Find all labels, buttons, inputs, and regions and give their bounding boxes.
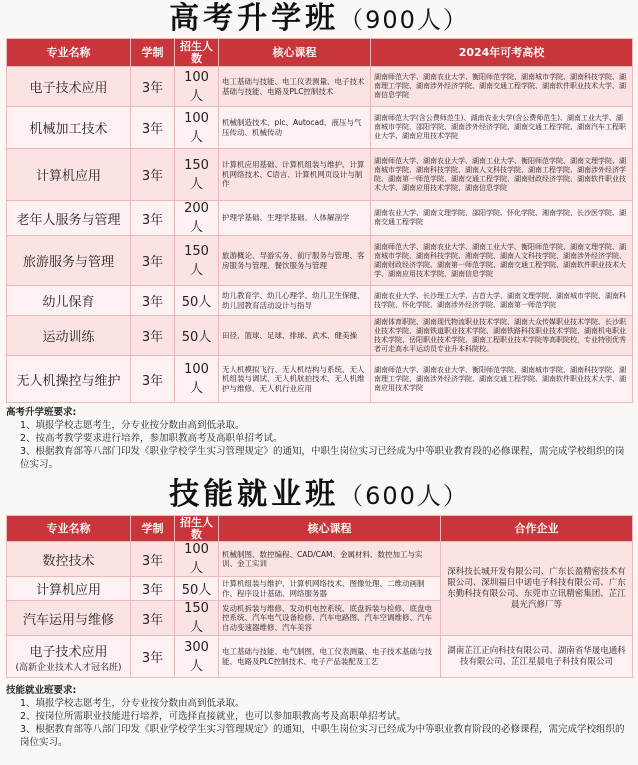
core-courses: 幼儿教育学、幼儿心理学、幼儿卫生保健、幼儿园教育活动设计与指导 (219, 286, 371, 316)
years: 3年 (131, 356, 175, 403)
years: 3年 (131, 67, 175, 107)
table-row (7, 236, 633, 286)
requirement-item: 1、填报学校志愿考生，分专业按分数由高到低录取。 (20, 698, 245, 709)
header-enroll: 招生人数 (175, 516, 219, 542)
header-schools: 2024年可考高校 (371, 39, 633, 67)
major-name: 幼儿保育 (7, 286, 131, 316)
major-subtitle: (高新企业技术人才冠名班) (15, 662, 122, 673)
core-courses: 机械制造技术、plc、Autocad、液压与气压传动、机械传动 (219, 107, 371, 149)
table-row (7, 316, 633, 356)
enroll-count: 150人 (175, 236, 219, 286)
enroll-count: 100人 (175, 67, 219, 107)
years: 3年 (131, 577, 175, 601)
enroll-count: 100人 (175, 542, 219, 577)
table-row (7, 107, 633, 149)
major-name: 计算机应用 (7, 577, 131, 601)
table-row (7, 356, 633, 403)
table-row (7, 149, 633, 201)
requirement-item: 3、根据教育部等八部门印发《职业学校学生实习管理规定》的通知，中职生岗位实习已经成为中等职业教育阶段的必修课程，需完成学校组织的岗位实习。 (20, 724, 625, 748)
jiuye-requirements-title: 技能就业班要求: (6, 685, 77, 696)
schools: 湖南师范大学、湖南农业大学、湖南工业大学、衡阳师范学院、湖南文理学院、湖南城市学院、湖南科技学院、湘南学院、湖南人文科技学院、湖南涉外经济学院、湖南财政经济学院、湖南第一师范学院、湖南交通工程学院、湖南软件职业技术大学、湖南应用技术学院、湖南信息学院 (371, 236, 633, 286)
enroll-count: 200人 (175, 201, 219, 236)
years: 3年 (131, 636, 175, 678)
requirement-item: 1、填报学校志愿考生，分专业按分数由高到低录取。 (20, 420, 245, 431)
header-major: 专业名称 (7, 39, 131, 67)
enroll-count: 300人 (175, 636, 219, 678)
gaokao-requirements-title: 高考升学班要求: (6, 407, 77, 418)
major-name: 运动训练 (7, 316, 131, 356)
schools: 湖南农业大学、长沙理工大学、吉首大学、湖南文理学院、湖南城市学院、湖南科技学院、怀化学院、湖南涉外经济学院、湖南第一师范学院 (371, 286, 633, 316)
table-row (7, 636, 633, 678)
schools: 湖南师范大学、湖南农业大学、衡阳师范学院、湖南城市学院、湖南科技学院、湖南理工学院、湖南涉外经济学院、湖南交通工程学院、湖南软件职业技术大学、湖南应用技术学院 (371, 356, 633, 403)
years: 3年 (131, 316, 175, 356)
header-courses: 核心课程 (219, 516, 441, 542)
table-row (7, 542, 633, 577)
core-courses: 计算机组装与维护、计算机网络技术、图像处理、二维动画制作、程序设计基础、网络服务器 (219, 577, 441, 601)
enroll-count: 50人 (175, 577, 219, 601)
header-partners: 合作企业 (441, 516, 633, 542)
core-courses: 护理学基础、生理学基础、人体解剖学 (219, 201, 371, 236)
header-years: 学制 (131, 39, 175, 67)
header-courses: 核心课程 (219, 39, 371, 67)
title-jiuye-text: 技能就业班 (169, 477, 340, 512)
title-jiuye (6, 475, 632, 515)
core-courses: 计算机应用基础、计算机组装与维护、计算机网络技术、C语言、计算机网页设计与制作 (219, 149, 371, 201)
core-courses: 无人机模拟飞行、无人机结构与系统、无人机组装与调试、无人机航拍技术、无人机维护与维修、无人机行业应用 (219, 356, 371, 403)
core-courses: 田径、篮球、足球、排球、武术、健美操 (219, 316, 371, 356)
title-gaokao (6, 0, 632, 38)
table-row (7, 286, 633, 316)
schools: 湖南师范大学、湖南农业大学、湖南工业大学、衡阳师范学院、湖南文理学院、湖南城市学院、湖南科技学院、湖南人文科技学院、湖南工程学院、湖南涉外经济学院、湖南第一师范学院、湖南交通工程学院、湖南财政经济学院、湖南软件职业技术大学、湖南应用技术学院、湖南信息学院 (371, 149, 633, 201)
years: 3年 (131, 286, 175, 316)
requirement-item: 3、根据教育部等八部门印发《职业学校学生实习管理规定》的通知，中职生岗位实习已经成为中等职业教育段的必修课程，需完成学校组织的岗位实习。 (20, 446, 625, 470)
jiuye-table (6, 515, 633, 678)
major-name: 机械加工技术 (7, 107, 131, 149)
schools: 湖南农业大学、湖南文理学院、邵阳学院、怀化学院、湘南学院、长沙医学院、湖南交通工程学院 (371, 201, 633, 236)
table-row (7, 67, 633, 107)
major-name-cell (7, 636, 131, 678)
core-courses: 机械制图、数控编程、CAD/CAM、金属材料、数控加工与实训、金工实训 (219, 542, 441, 577)
schools: 湖南师范大学(含公费师范生)、湖南农业大学(含公费师范生)、湖南工业大学、湖南城市学院、邵阳学院、湖南涉外经济学院、湖南交通工程学院、湖南汽车工程职业大学、湖南应用技术学院 (371, 107, 633, 149)
core-courses: 电工基础与技能、电气制图、电工仪表测量、电子技术基础与技能、电路及PLC控制技术、电子产品装配及工艺 (219, 636, 441, 678)
enroll-count: 150人 (175, 149, 219, 201)
major-name: 计算机应用 (7, 149, 131, 201)
partner-companies: 湖南芷江正向科技有限公司、湖南省华晟电通科技有限公司、芷江星晨电子科技有限公司 (441, 636, 633, 678)
schools: 湖南体育职院、湖南现代物流职业技术学院、湖南大众传媒职业技术学院、长沙职业技术学院、湖南铁道职业技术学院、湖南铁路科技职业技术学院、湖南机电职业技术学院、岳阳职业技术学院、湖南工程职业技术学院等高职院校，专业特别优秀者可走高水平运动员专业升本科院校。 (371, 316, 633, 356)
years: 3年 (131, 601, 175, 636)
years: 3年 (131, 236, 175, 286)
schools: 湖南师范大学、湖南农业大学、衡阳师范学院、湖南城市学院、湖南科技学院、湖南理工学院、湖南涉外经济学院、湖南交通工程学院、湖南软件职业技术大学、湖南信息学院 (371, 67, 633, 107)
partner-companies: 深科技长城开发有限公司、广东长盈精密技术有限公司、深圳福日中诺电子科技有限公司、广东东勤科技有限公司、东莞市立讯精密集团、芷江晨光汽修厂等 (441, 542, 633, 636)
enroll-count: 100人 (175, 356, 219, 403)
gaokao-table (6, 38, 633, 403)
title-jiuye-count: （600人） (339, 482, 469, 510)
gaokao-requirements (6, 406, 632, 471)
title-gaokao-count: （900人） (339, 6, 469, 34)
header-major: 专业名称 (7, 516, 131, 542)
jiuye-header-row (7, 516, 633, 542)
requirement-item: 2、按岗位所需职业技能进行培养，可选择直接就业，也可以参加职教高考及高职单招考试。 (20, 711, 407, 722)
major-name: 旅游服务与管理 (7, 236, 131, 286)
core-courses: 电工基础与技能、电工仪表测量、电子技术基础与技能、电路及PLC控制技术 (219, 67, 371, 107)
years: 3年 (131, 149, 175, 201)
years: 3年 (131, 201, 175, 236)
header-years: 学制 (131, 516, 175, 542)
core-courses: 旅游概论、导游实务、前厅服务与管理、客房服务与管理、餐饮服务与管理 (219, 236, 371, 286)
enroll-count: 50人 (175, 286, 219, 316)
major-name: 无人机操控与维护 (7, 356, 131, 403)
enroll-count: 100人 (175, 107, 219, 149)
core-courses: 发动机拆装与维修、发动机电控系统、底盘拆装与检修、底盘电控系统、汽车电气设备检修、汽车电路图、汽车空调维修、汽车自动变速器维修、汽车美容 (219, 601, 441, 636)
enroll-count: 50人 (175, 316, 219, 356)
major-name: 汽车运用与维修 (7, 601, 131, 636)
major-name: 电子技术应用 (29, 644, 108, 660)
years: 3年 (131, 107, 175, 149)
major-name: 电子技术应用 (7, 67, 131, 107)
gaokao-header-row (7, 39, 633, 67)
major-name: 老年人服务与管理 (7, 201, 131, 236)
requirement-item: 2、按高考教学要求进行培养，参加职教高考及高职单招考试。 (20, 433, 283, 444)
jiuye-requirements (6, 684, 632, 749)
years: 3年 (131, 542, 175, 577)
table-row (7, 201, 633, 236)
title-gaokao-text: 高考升学班 (169, 1, 340, 36)
enroll-count: 150人 (175, 601, 219, 636)
header-enroll: 招生人数 (175, 39, 219, 67)
major-name: 数控技术 (7, 542, 131, 577)
